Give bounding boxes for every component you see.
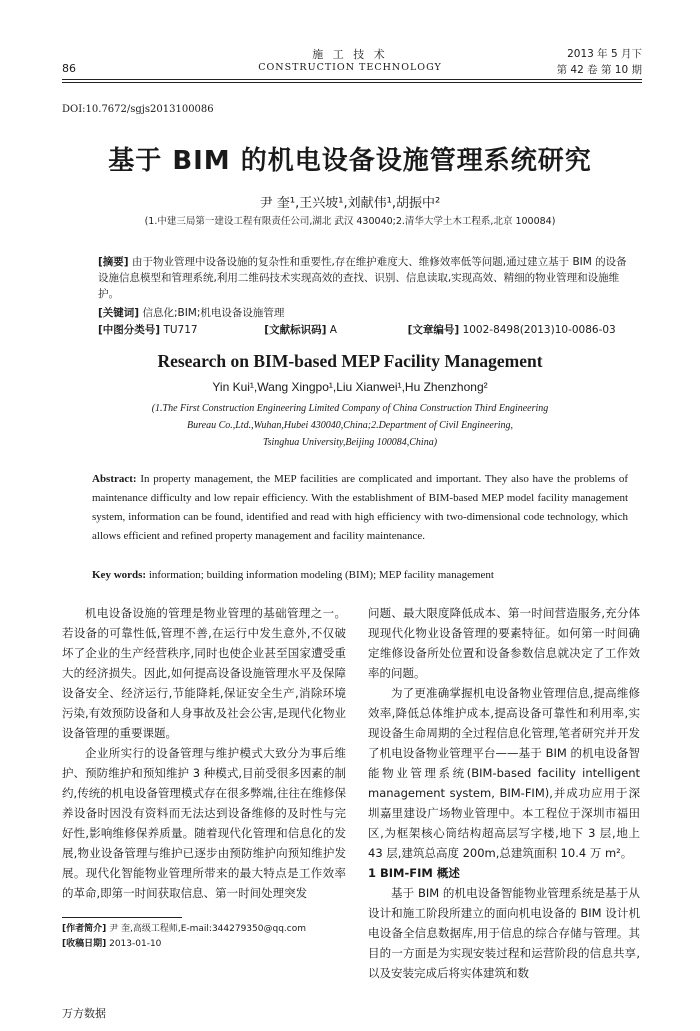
volume-issue: 第 42 卷 第 10 期 [556,64,642,76]
keywords-cn-text: 信息化;BIM;机电设备设施管理 [142,307,285,319]
body-paragraph: 基于 BIM 的机电设备智能物业管理系统是基于从设计和施工阶段所建立的面向机电设备的 BIM 设计机电设备全信息数据库,用于信息的综合存储与管理。其目的一方面是为实现安装过程和运营阶段的信息共享,以及安装完成后将实体建筑和数 [368,886,640,980]
author-note-label: [作者简介] [62,924,107,934]
keywords-cn [98,305,628,321]
author-note [62,922,346,937]
keywords-en-text: information; building information modeling (BIM); MEP facility management [148,569,494,581]
doc-code-label: [文献标识码] [264,324,327,336]
journal-name-en: CONSTRUCTION TECHNOLOGY [258,62,442,73]
affiliation-en-line: Bureau Co.,Ltd.,Wuhan,Hubei 430040,China;2.Department of Civil Engineering, [187,420,513,431]
abstract-cn-label: [摘要] [98,256,129,268]
affiliations-en [0,400,700,451]
abstract-en-text: In property management, the MEP facilities are complicated and important. They also have the problems of maintenance difficulty and low repair efficiency. With the establishment of BIM-based MEP model facility management system, information can be found, identified and read with high efficiency with two-dimensional code technology, which allows efficient and refined property management and facility maintenance. [92,473,629,542]
abstract-en [92,470,628,546]
keywords-en [92,566,628,585]
section-heading: 1 BIM-FIM 概述 [368,866,460,880]
abstract-cn [98,254,628,302]
body-paragraph: 机电设备设施的管理是物业管理的基础管理之一。若设备的可靠性低,管理不善,在运行中发生意外,不仅破坏了企业的生产经营秩序,同时也使企业甚至国家遭受重大的经济损失。因此,如何提高设备设施管理水平及保障设备安全、经济运行,节能降耗,保证安全生产,消除环境污染,有效预防设备和人身事故及社会公害,是现代化物业设备管理的重要课题。 [62,606,346,740]
authors-cn: 尹 奎¹,王兴坡¹,刘献伟¹,胡振中² [259,196,441,211]
page-title: 基于 BIM 的机电设备设施管理系统研究 [108,146,592,176]
doi: DOI:10.7672/sgjs2013100086 [62,104,214,115]
body-left-column [62,603,346,903]
affiliation-en-line: Tsinghua University,Beijing 100084,China) [262,437,438,448]
footnote [62,922,346,952]
classification-row [98,322,628,338]
footnote-rule [62,917,182,918]
keywords-cn-label: [关键词] [98,307,140,319]
body-right-column [368,603,640,983]
affiliation-en-line: (1.The First Construction Engineering Limited Company of China Construction Third Engineering [151,403,549,414]
title-en: Research on BIM-based MEP Facility Management [157,351,543,371]
article-no-label: [文章编号] [407,324,460,336]
header-rule-2 [62,82,642,83]
clc-label: [中图分类号] [98,324,161,336]
header-rule [62,79,642,80]
journal-name-cn: 施 工 技 术 [312,48,388,61]
keywords-en-label: Key words: [92,569,147,581]
doc-code-value: A [329,324,337,336]
body-paragraph: 企业所实行的设备管理与维护模式大致分为事后维护、预防维护和预知维护 3 种模式,目前受很多因素的制约,传统的机电设备管理模式存在很多弊端,往往在维修保养设备时因没有资料而无法达到设备维修的及时性与完好性,影响维修保养质量。随着现代化管理和信息化的发展,物业设备管理与维护已逐步由预防维护向预知维护发展。现代化智能物业管理所带来的最大特点是工作效率的革命,即第一时间获取信息、第一时间处理突发 [62,746,346,900]
watermark: 万方数据 [62,1007,106,1020]
body-paragraph: 为了更准确掌握机电设备物业管理信息,提高维修效率,降低总体维护成本,提高设备可靠性和利用率,实现设备生命周期的全过程信息化管理,笔者研究并开发了机电设备物业管理平台——基于 BIM 的机电设备智能物业管理系统(BIM-based facility intelligent management system, BIM-FIM),并成功应用于深圳嘉里建设广场物业管理中。本工程位于深圳市福田区,为框架核心筒结构超高层写字楼,地下 3 层,地上 43 层,建筑总高度 200m,总建筑面积 10.4 万 m²。 [368,686,640,860]
body-paragraph: 问题、最大限度降低成本、第一时间营造服务,充分体现现代化物业设备管理的要素特征。如何第一时间确定维修设备所处位置和设备参数信息就决定了工作效率的问题。 [368,606,640,680]
abstract-cn-text: 由于物业管理中设备设施的复杂性和重要性,存在维护难度大、维修效率低等问题,通过建立基于 BIM 的设备设施信息模型和管理系统,利用二维码技术实现高效的查找、识别、信息读取,实现高效、精细的物业管理和设施维护。 [98,256,627,300]
author-note-text: 尹 奎,高级工程师,E-mail:344279350@qq.com [109,924,306,934]
article-no-value: 1002-8498(2013)10-0086-03 [462,324,616,336]
received-date [62,937,346,952]
issue-date: 2013 年 5 月下 [567,48,642,60]
received-date-label: [收稿日期] [62,939,107,949]
clc-value: TU717 [163,324,198,336]
affiliations-cn: (1.中建三局第一建设工程有限责任公司,湖北 武汉 430040;2.清华大学土木工程系,北京 100084) [144,216,556,227]
page-number: 86 [62,62,76,75]
authors-en: Yin Kui¹,Wang Xingpo¹,Liu Xianwei¹,Hu Zhenzhong² [212,380,488,394]
received-date-text: 2013-01-10 [109,939,162,949]
abstract-en-label: Abstract: [92,473,137,485]
